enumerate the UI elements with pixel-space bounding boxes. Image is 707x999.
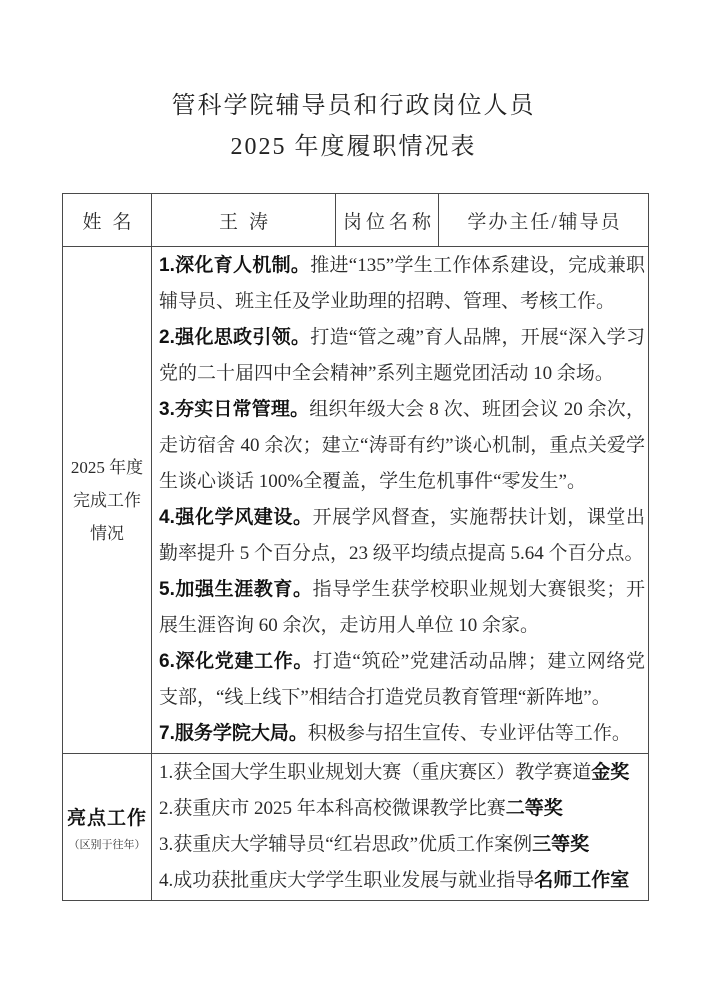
work-item-6 (159, 644, 645, 716)
info-row (63, 194, 649, 247)
highlight-item-2-award: 二等奖 (505, 798, 563, 819)
work-item-1-body: 推进“135”学生工作体系建设，完成兼职辅导员、班主任及学业助理的招聘、管理、考核工作。 (159, 255, 645, 312)
work-item-4-body: 开展学风督查，实施帮扶计划，课堂出勤率提升 5 个百分点，23 级平均绩点提高 5.64 个百分点。 (159, 507, 645, 564)
highlight-item-1 (159, 755, 645, 791)
position-label-cell (336, 194, 439, 247)
work-item-1 (159, 248, 645, 320)
highlight-item-3-text: 3.获重庆大学辅导员“红岩思政”优质工作案例 (159, 834, 533, 855)
work-content-cell (152, 247, 649, 754)
document-title (0, 0, 707, 168)
work-label-line: 2025 年度 (70, 457, 144, 477)
highlights-label-note: （区别于往年） (68, 838, 146, 851)
name-value: 王涛 (218, 211, 279, 233)
work-item-7-lead: 7.服务学院大局。 (159, 723, 308, 744)
title-line-1: 管科学院辅导员和行政岗位人员 (171, 93, 536, 119)
work-item-5-lead: 5.加强生涯教育。 (159, 579, 313, 600)
highlight-item-2 (159, 791, 645, 827)
work-label-cell (63, 247, 152, 754)
work-item-3-lead: 3.夯实日常管理。 (159, 399, 310, 420)
work-item-2-body: 打造“管之魂”育人品牌，开展“深入学习党的二十届四中全会精神”系列主题党团活动 10 余场。 (159, 327, 645, 384)
highlight-item-3-award: 三等奖 (532, 834, 590, 855)
highlight-item-2-text: 2.获重庆市 2025 年本科高校微课教学比赛 (159, 798, 506, 819)
highlight-item-4-text: 4.成功获批重庆大学学生职业发展与就业指导 (159, 870, 535, 891)
highlights-label: 亮点工作 (66, 807, 147, 829)
performance-table (62, 193, 649, 901)
name-label: 姓名 (82, 211, 143, 233)
highlights-content-cell (152, 754, 649, 901)
highlights-row (63, 754, 649, 901)
work-item-2-lead: 2.强化思政引领。 (159, 327, 311, 348)
work-item-6-body: 打造“筑砼”党建活动品牌；建立网络党支部，“线上线下”相结合打造党员教育管理“新阵地”。 (159, 651, 645, 708)
work-row (63, 247, 649, 754)
position-value-cell (439, 194, 649, 247)
work-item-1-lead: 1.深化育人机制。 (159, 255, 311, 276)
work-item-3-body: 组织年级大会 8 次、班团会议 20 余次，走访宿舍 40 余次；建立“涛哥有约”谈心机制，重点关爱学生谈心谈话 100%全覆盖，学生危机事件“零发生”。 (159, 399, 645, 492)
work-item-4 (159, 500, 645, 572)
highlights-label-cell (63, 754, 152, 901)
work-item-5-body: 指导学生获学校职业规划大赛银奖；开展生涯咨询 60 余次，走访用人单位 10 余家。 (159, 579, 645, 636)
highlight-item-1-text: 1.获全国大学生职业规划大赛（重庆赛区）教学赛道 (159, 762, 592, 783)
highlight-item-3 (159, 827, 645, 863)
highlight-item-4-award: 名师工作室 (534, 870, 630, 891)
position-label: 岗位名称 (342, 211, 435, 233)
work-label-line: 完成工作 (73, 490, 141, 510)
work-label-line: 情况 (90, 523, 124, 543)
title-line-2: 2025 年度履职情况表 (230, 134, 477, 160)
work-item-7-body: 积极参与招生宣传、专业评估等工作。 (307, 723, 631, 744)
work-item-6-lead: 6.深化党建工作。 (159, 651, 314, 672)
name-label-cell (63, 194, 152, 247)
work-item-4-lead: 4.强化学风建设。 (159, 507, 313, 528)
highlight-item-1-award: 金奖 (591, 762, 630, 783)
highlight-item-4 (159, 863, 645, 899)
work-item-7 (159, 716, 645, 752)
name-value-cell (152, 194, 336, 247)
work-item-3 (159, 392, 645, 500)
work-item-5 (159, 572, 645, 644)
work-item-2 (159, 320, 645, 392)
position-value: 学办主任/辅导员 (467, 211, 622, 233)
